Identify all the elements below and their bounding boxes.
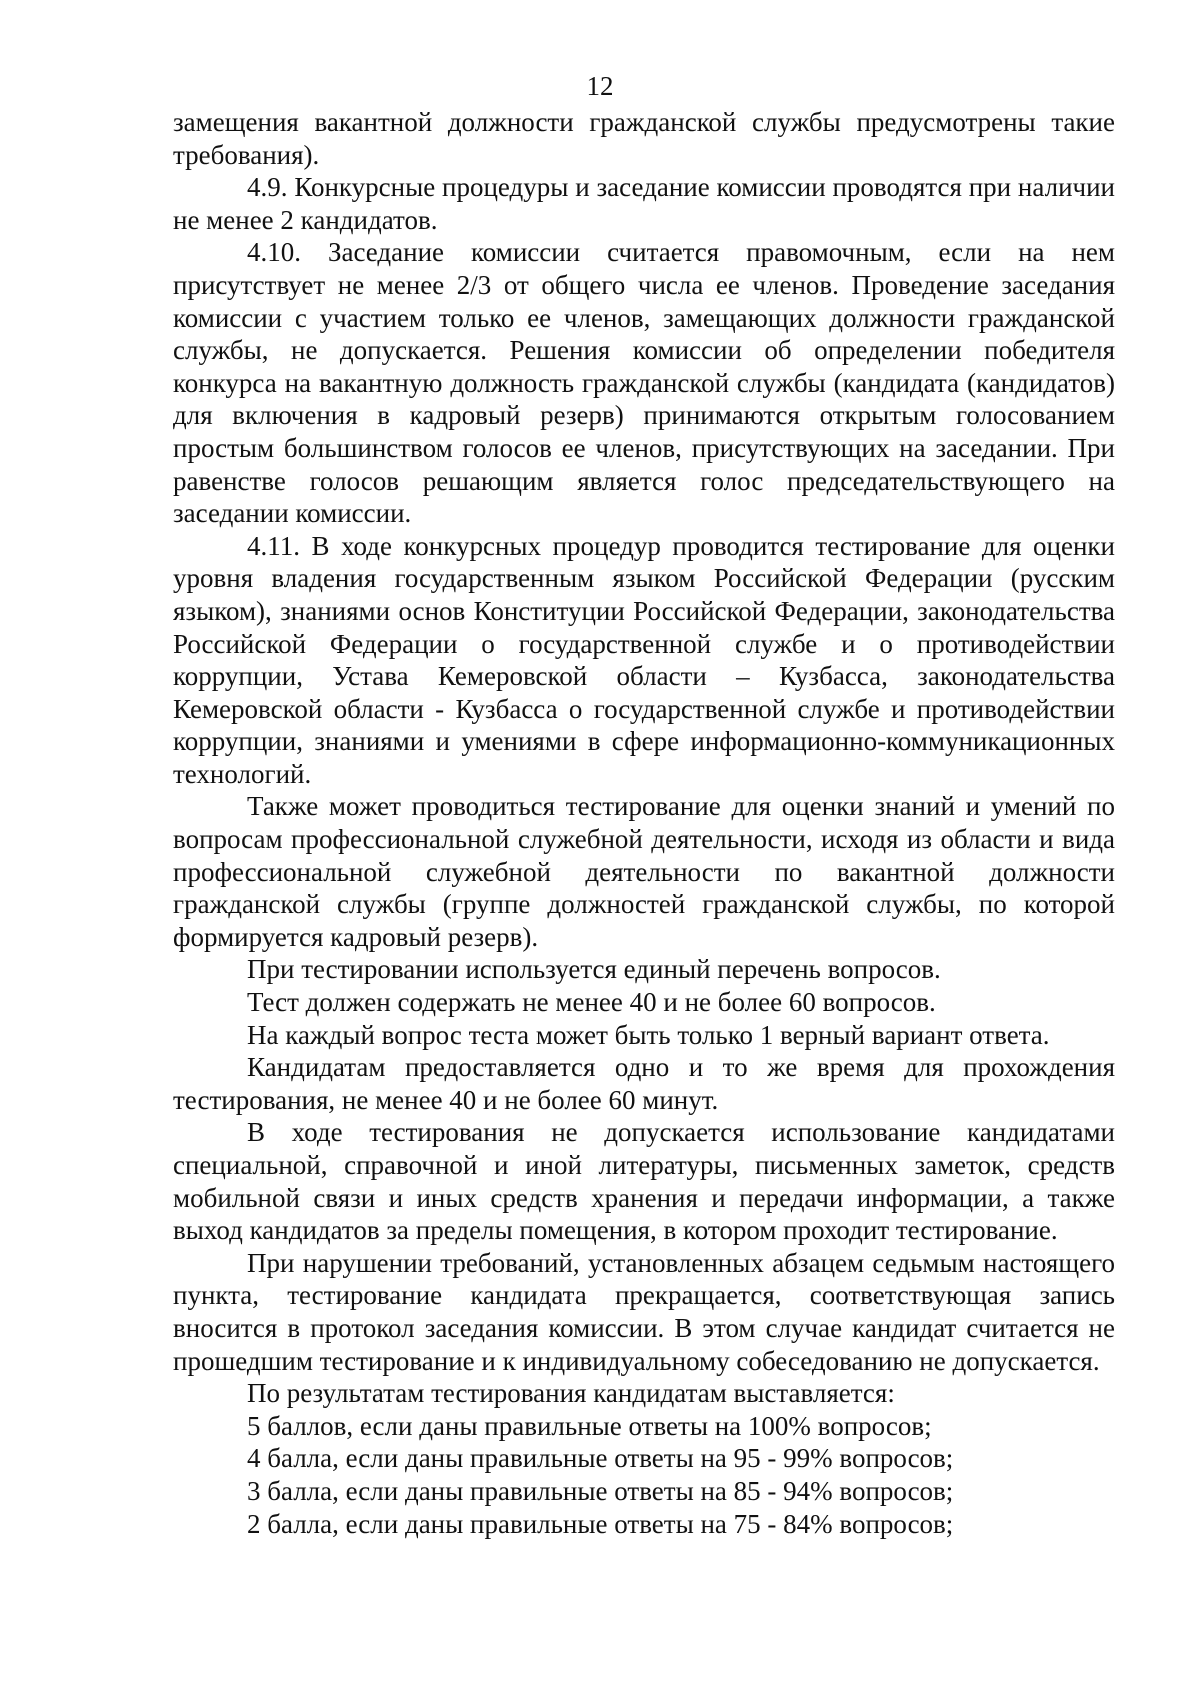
paragraph: При нарушении требований, установленных абзацем седьмым настоящего пункта, тестирование кандидата прекращается, соответствующая запись вносится в протокол заседания комиссии. В этом случае кандидат считается не прошедшим тестирование и к индивидуальному собеседованию не допускается.	[173, 1247, 1115, 1376]
paragraph: При тестировании используется единый перечень вопросов.	[247, 954, 941, 985]
paragraph: замещения вакантной должности гражданской службы предусмотрены такие требования).	[173, 107, 1115, 170]
paragraph: На каждый вопрос теста может быть только 1 верный вариант ответа.	[247, 1019, 1050, 1050]
paragraph: 3 балла, если даны правильные ответы на 85 - 94% вопросов;	[247, 1475, 954, 1506]
paragraph: 5 баллов, если даны правильные ответы на 100% вопросов;	[247, 1410, 932, 1441]
paragraph: 2 балла, если даны правильные ответы на 75 - 84% вопросов;	[247, 1508, 954, 1539]
paragraph: По результатам тестирования кандидатам выставляется:	[247, 1378, 895, 1409]
paragraph: В ходе тестирования не допускается использование кандидатами специальной, справочной и иной литературы, письменных заметок, средств мобильной связи и иных средств хранения и передачи информации, а также выход кандидатов за пределы помещения, в котором проходит тестирование.	[173, 1117, 1115, 1246]
paragraph: Также может проводиться тестирование для оценки знаний и умений по вопросам профессиональной служебной деятельности, исходя из области и вида профессиональной служебной деятельности по вакантной должности гражданской службы (группе должностей гражданской службы, по которой формируется кадровый резерв).	[173, 791, 1115, 952]
paragraph: 4 балла, если даны правильные ответы на 95 - 99% вопросов;	[247, 1443, 954, 1474]
page-number: 12	[586, 71, 614, 101]
paragraph: 4.10. Заседание комиссии считается правомочным, если на нем присутствует не менее 2/3 от общего числа ее членов. Проведение заседания комиссии с участием только ее членов, замещающих должности гражданской службы, не допускается. Решения комиссии об определении победителя конкурса на вакантную должность гражданской службы (кандидата (кандидатов) для включения в кадровый резерв) принимаются открытым голосованием простым большинством голосов ее членов, присутствующих на заседании. При равенстве голосов решающим является голос председательствующего на заседании комиссии.	[173, 237, 1115, 529]
paragraph: 4.9. Конкурсные процедуры и заседание комиссии проводятся при наличии не менее 2 кандидатов.	[173, 172, 1115, 235]
paragraph: Кандидатам предоставляется одно и то же время для прохождения тестирования, не менее 40 и не более 60 минут.	[173, 1052, 1115, 1115]
document-body	[173, 106, 1115, 1540]
paragraph: Тест должен содержать не менее 40 и не более 60 вопросов.	[247, 987, 936, 1018]
paragraph: 4.11. В ходе конкурсных процедур проводится тестирование для оценки уровня владения государственным языком Российской Федерации (русским языком), знаниями основ Конституции Российской Федерации, законодательства Российской Федерации о государственной службе и о противодействии коррупции, Устава Кемеровской области – Кузбасса, законодательства Кемеровской области - Кузбасса о государственной службе и противодействии коррупции, знаниями и умениями в сфере информационно-коммуникационных технологий.	[173, 530, 1115, 789]
